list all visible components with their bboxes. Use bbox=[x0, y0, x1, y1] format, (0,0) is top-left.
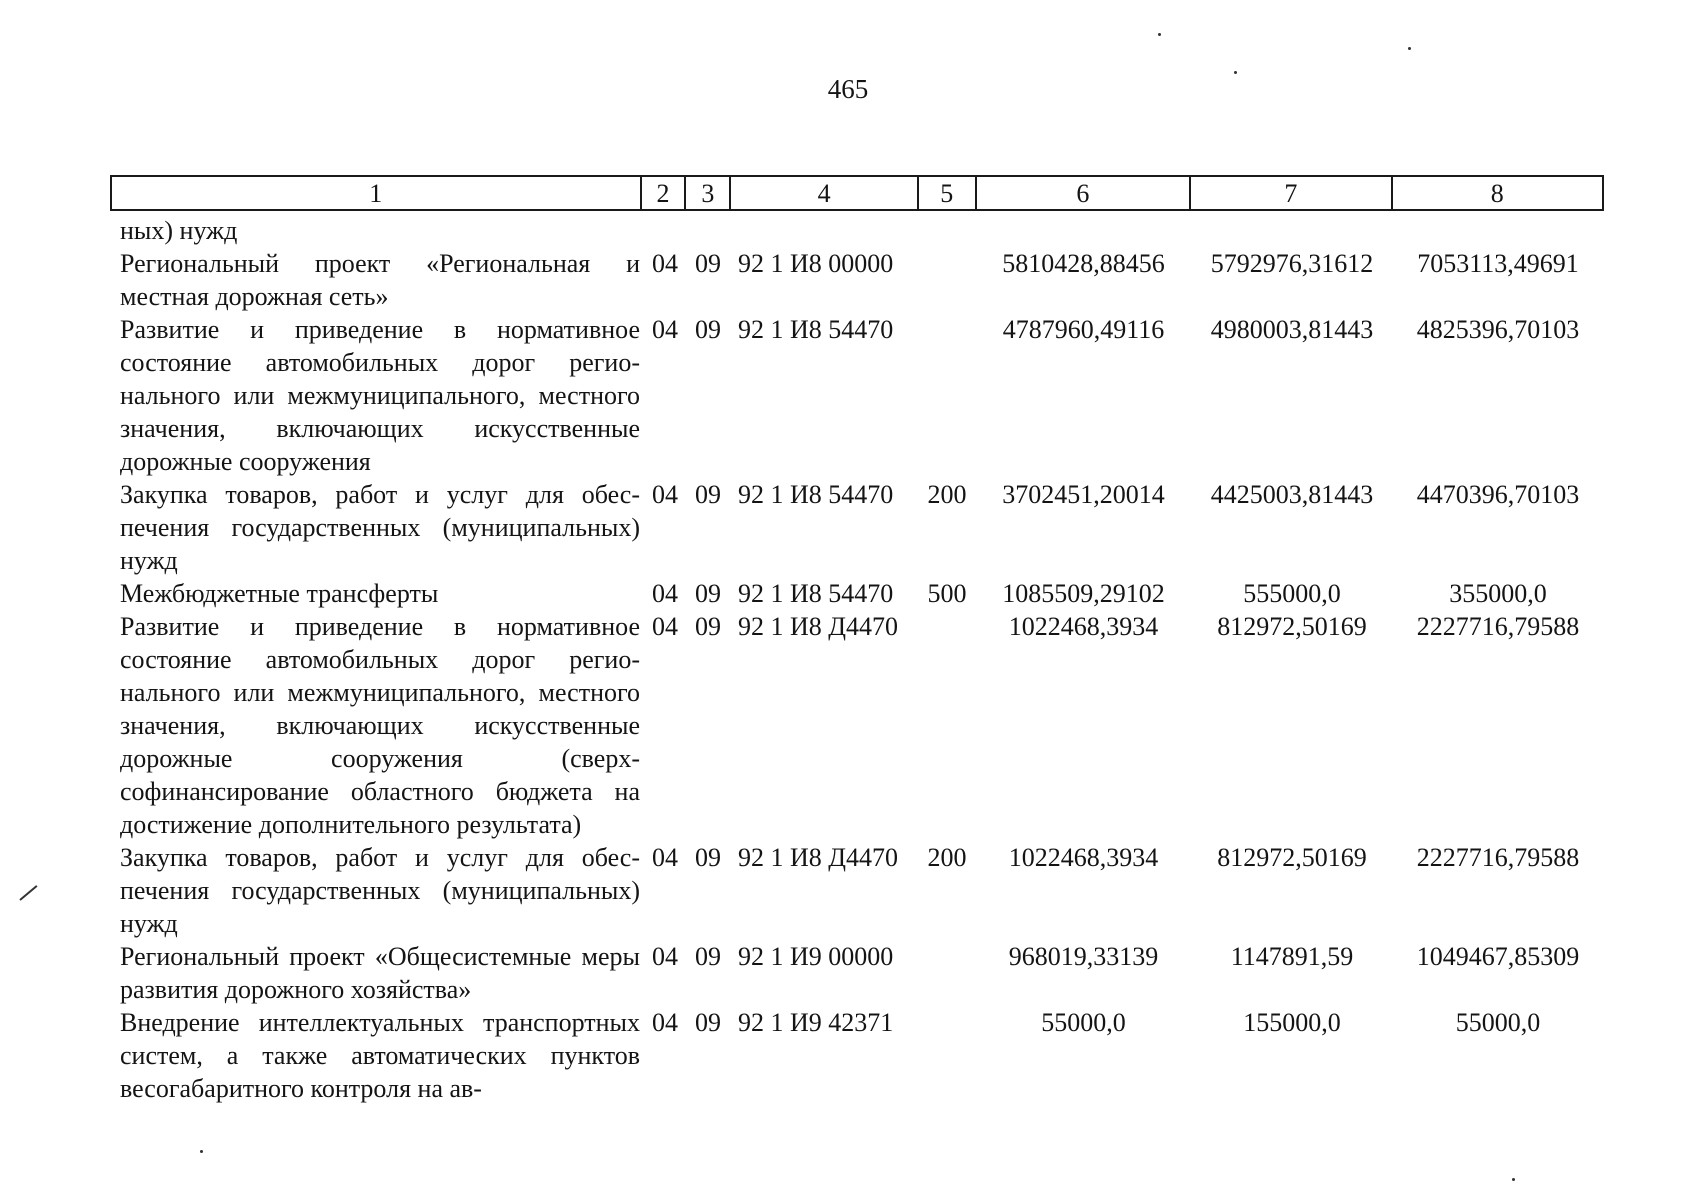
row-year3: 7053113,49691 bbox=[1417, 249, 1579, 278]
row-target-item: 92 1 И8 Д4470 bbox=[738, 843, 899, 872]
row-target-item bbox=[728, 214, 918, 247]
row-year2 bbox=[1191, 214, 1393, 247]
row-section: 04 bbox=[652, 480, 678, 509]
row-description: ных) нужд bbox=[120, 216, 238, 245]
row-target-item: 92 1 И8 00000 bbox=[738, 249, 894, 278]
table-row bbox=[110, 610, 1604, 841]
row-section: 04 bbox=[652, 315, 678, 344]
table-row bbox=[110, 313, 1604, 478]
row-section: 04 bbox=[652, 1008, 678, 1037]
row-subsection: 09 bbox=[695, 1008, 721, 1037]
header-col-2: 2 bbox=[642, 177, 687, 209]
row-subsection: 09 bbox=[695, 480, 721, 509]
row-subsection: 09 bbox=[695, 843, 721, 872]
row-year2: 812972,50169 bbox=[1217, 612, 1367, 641]
header-col-3: 3 bbox=[686, 177, 731, 209]
row-expense-type bbox=[918, 247, 976, 313]
row-year3: 55000,0 bbox=[1455, 1008, 1541, 1037]
row-year3: 1049467,85309 bbox=[1416, 942, 1580, 971]
row-target-item: 92 1 И8 54470 bbox=[738, 315, 894, 344]
row-year1: 55000,0 bbox=[1041, 1008, 1126, 1037]
header-col-7: 7 bbox=[1191, 177, 1392, 209]
row-year3: 2227716,79588 bbox=[1416, 843, 1580, 872]
row-year1: 4787960,49116 bbox=[1002, 315, 1165, 344]
row-target-item: 92 1 И9 42371 bbox=[738, 1008, 894, 1037]
row-expense-type bbox=[918, 313, 976, 478]
row-year3: 355000,0 bbox=[1449, 579, 1547, 608]
row-year2: 1147891,59 bbox=[1230, 942, 1354, 971]
table-row bbox=[110, 1006, 1604, 1105]
header-col-8: 8 bbox=[1490, 179, 1504, 208]
row-expense-type bbox=[918, 610, 976, 841]
row-year2: 812972,50169 bbox=[1217, 843, 1367, 872]
row-subsection: 09 bbox=[695, 315, 721, 344]
row-target-item: 92 1 И8 54470 bbox=[738, 579, 894, 608]
row-year3: 2227716,79588 bbox=[1416, 612, 1580, 641]
row-expense-type bbox=[918, 1006, 976, 1105]
row-year1: 5810428,88456 bbox=[1002, 249, 1165, 278]
row-year1: 3702451,20014 bbox=[1002, 480, 1165, 509]
row-year1: 1022468,3934 bbox=[1008, 612, 1159, 641]
row-year1 bbox=[976, 214, 1191, 247]
row-year2: 155000,0 bbox=[1243, 1008, 1341, 1037]
row-target-item: 92 1 И9 00000 bbox=[738, 942, 894, 971]
row-year2: 4425003,81443 bbox=[1210, 480, 1374, 509]
row-section: 04 bbox=[652, 942, 678, 971]
table-row bbox=[110, 247, 1604, 313]
scan-speck bbox=[1234, 71, 1237, 74]
row-year2: 555000,0 bbox=[1243, 579, 1341, 608]
table-row bbox=[110, 940, 1604, 1006]
row-description: Региональный проект «Общесистемные меры развития дорожного хозяйства» bbox=[120, 942, 640, 1004]
row-section: 04 bbox=[652, 579, 678, 608]
row-year1: 1022468,3934 bbox=[1008, 843, 1159, 872]
header-col-5: 5 bbox=[919, 177, 977, 209]
scan-speck bbox=[1408, 47, 1411, 50]
table-row bbox=[110, 841, 1604, 940]
scan-speck bbox=[1512, 1178, 1515, 1181]
row-expense-type bbox=[918, 940, 976, 1006]
row-year1: 1085509,29102 bbox=[1002, 579, 1165, 608]
table-row bbox=[110, 577, 1604, 610]
table-row bbox=[110, 478, 1604, 577]
row-target-item: 92 1 И8 54470 bbox=[738, 480, 894, 509]
scan-speck bbox=[1158, 33, 1161, 36]
row-description: Закупка товаров, работ и услуг для обеспечения государственных (муниципальных) нужд bbox=[120, 480, 640, 575]
row-subsection: 09 bbox=[695, 942, 721, 971]
page-number: 465 bbox=[827, 74, 869, 104]
row-section: 04 bbox=[652, 249, 678, 278]
header-col-4: 4 bbox=[731, 177, 919, 209]
row-subsection: 09 bbox=[695, 579, 721, 608]
row-description: Внедрение интеллектуальных транспортных систем, а также автоматических пунктов весогабаритного контроля на ав- bbox=[120, 1008, 640, 1103]
row-year3: 4825396,70103 bbox=[1416, 315, 1580, 344]
row-section: 04 bbox=[652, 612, 678, 641]
scan-speck bbox=[200, 1150, 203, 1153]
row-subsection bbox=[688, 214, 728, 247]
row-expense-type: 200 bbox=[927, 843, 967, 872]
table-header bbox=[110, 175, 1604, 211]
row-expense-type: 200 bbox=[927, 480, 967, 509]
row-year3 bbox=[1393, 214, 1603, 247]
table-body bbox=[110, 214, 1604, 1105]
row-description: Развитие и приведение в нормативное состояние автомобильных дорог регионального или межмуниципального, местного значения, включающих искусственные дорожные сооружения bbox=[120, 315, 640, 476]
header-col-1: 1 bbox=[112, 177, 642, 209]
header-col-6: 6 bbox=[977, 177, 1191, 209]
row-year1: 968019,33139 bbox=[1008, 942, 1159, 971]
row-target-item: 92 1 И8 Д4470 bbox=[738, 612, 899, 641]
pen-mark bbox=[19, 885, 37, 901]
row-description: Развитие и приведение в нормативное состояние автомобильных дорог регионального или межмуниципального, местного значения, включающих искусственные дорожные сооружения (сверхсофинансирование областного бюджета на достижение дополнительного результата) bbox=[120, 612, 640, 839]
row-section bbox=[652, 214, 688, 247]
row-subsection: 09 bbox=[695, 612, 721, 641]
row-section: 04 bbox=[652, 843, 678, 872]
row-expense-type bbox=[918, 214, 976, 247]
table-row bbox=[110, 214, 1604, 247]
row-year2: 5792976,31612 bbox=[1210, 249, 1374, 278]
row-description: Региональный проект «Региональная и местная дорожная сеть» bbox=[120, 249, 640, 311]
row-description: Межбюджетные трансферты bbox=[120, 579, 439, 608]
row-year3: 4470396,70103 bbox=[1416, 480, 1580, 509]
row-expense-type: 500 bbox=[927, 579, 967, 608]
row-subsection: 09 bbox=[695, 249, 721, 278]
row-description: Закупка товаров, работ и услуг для обеспечения государственных (муниципальных) нужд bbox=[120, 843, 640, 938]
row-year2: 4980003,81443 bbox=[1210, 315, 1374, 344]
